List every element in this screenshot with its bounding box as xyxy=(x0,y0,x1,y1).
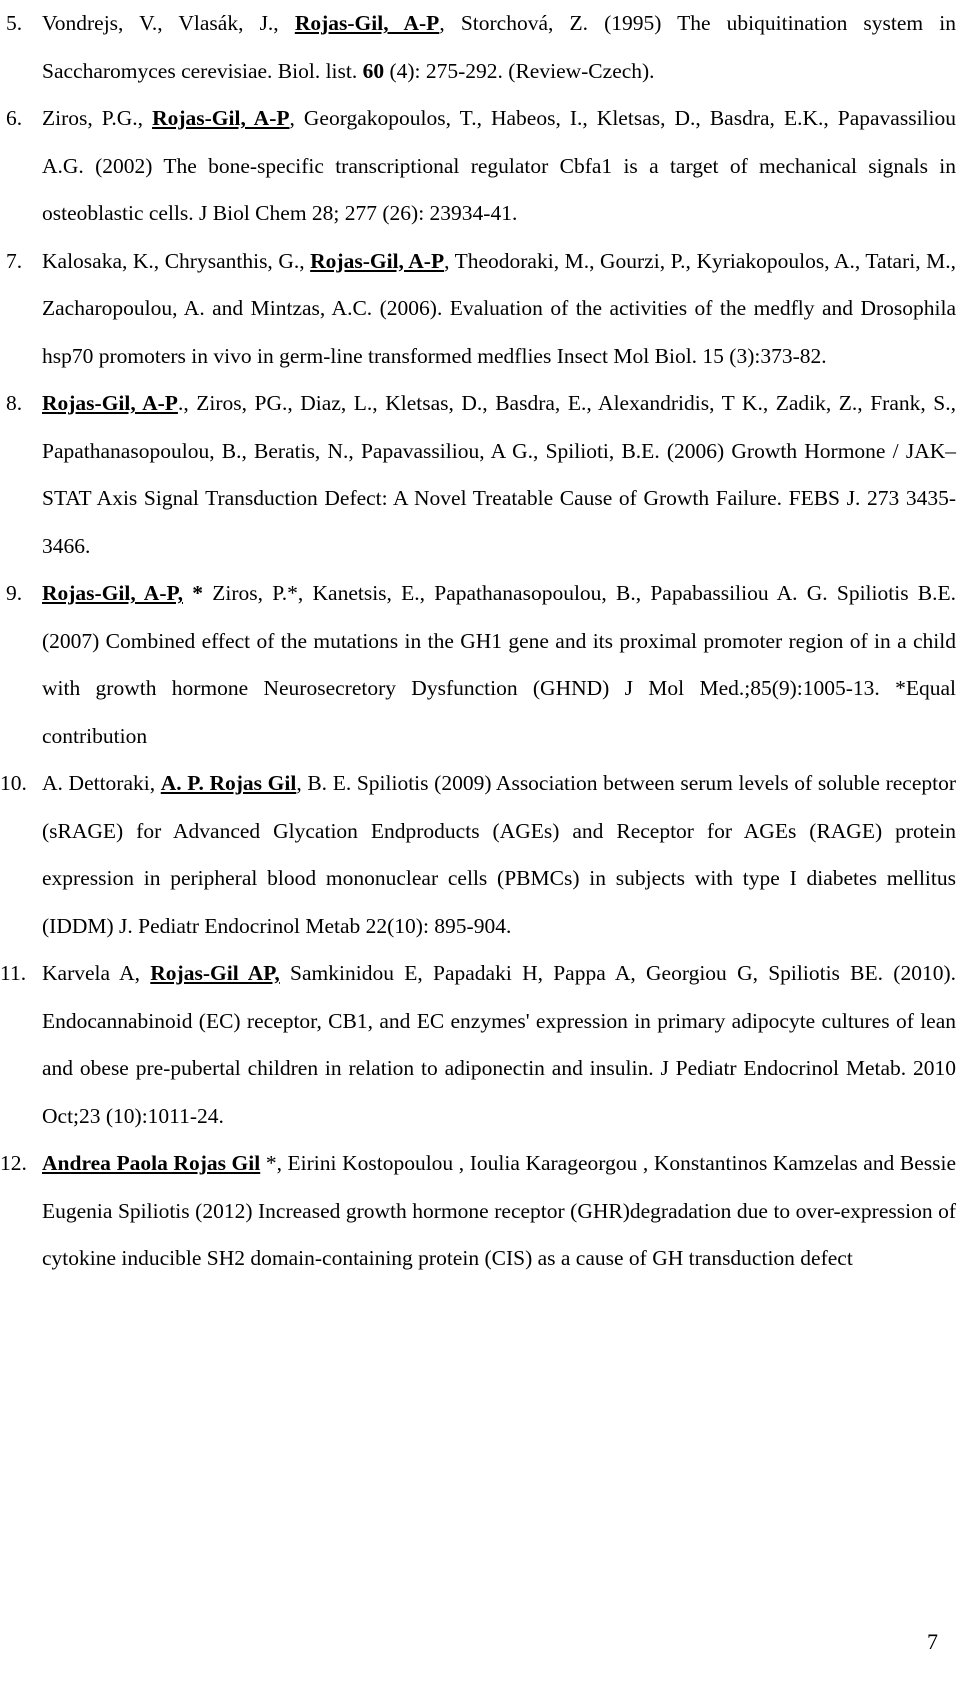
reference-text xyxy=(42,106,956,225)
citation-text: , Georgakopoulos, T., Habeos, I., Kletsas, D., Basdra, E.K., Papavassiliou A.G. (2002) The bone-specific transcriptional regulator Cbfa1 is a target of mechanical signals in osteoblastic cells. J Biol Chem 28; 277 (26): 23934-41. xyxy=(42,106,956,225)
reference-item xyxy=(6,570,956,760)
bold-text: * xyxy=(192,581,203,605)
reference-number: 7. xyxy=(6,248,23,273)
author-highlight: Andrea Paola Rojas Gil xyxy=(42,1151,261,1175)
reference-item xyxy=(6,0,956,95)
citation-text: Karvela A, xyxy=(42,961,151,985)
author-highlight: Rojas-Gil, A-P xyxy=(294,11,440,35)
reference-text xyxy=(42,581,956,748)
reference-item xyxy=(6,238,956,381)
citation-text: ., Ziros, PG., Diaz, L., Kletsas, D., Basdra, E., Alexandridis, T K., Zadik, Z., Frank, S., Papathanasopoulou, B., Beratis, N., Papavassiliou, A G., Spilioti, B.E. (2006) Growth Hormone / JAK–STAT Axis Signal Transduction Defect: A Novel Treatable Cause of Growth Failure. FEBS J. 273 3435-3466. xyxy=(42,391,956,558)
reference-number: 12. xyxy=(0,1151,27,1175)
citation-text: , B. E. Spiliotis (2009) Association between serum levels of soluble receptor (sRAGE) for Advanced Glycation Endproducts (AGEs) and Receptor for AGEs (RAGE) protein expression in peripheral blood mononuclear cells (PBMCs) in subjects with type I diabetes mellitus (IDDM) J. Pediatr Endocrinol Metab 22(10): 895-904. xyxy=(42,771,957,938)
reference-item xyxy=(0,760,957,950)
citation-text: Vondrejs, V., Vlasák, J., xyxy=(42,11,295,35)
author-highlight: Rojas-Gil, A-P, xyxy=(42,581,184,605)
reference-number: 11. xyxy=(0,961,27,985)
reference-item xyxy=(0,950,956,1140)
reference-item xyxy=(6,380,956,570)
reference-text xyxy=(42,1151,956,1270)
author-highlight: Rojas-Gil, A-P xyxy=(152,106,290,130)
reference-number: 6. xyxy=(6,106,23,130)
reference-text xyxy=(42,391,956,558)
reference-text xyxy=(42,961,956,1128)
citation-text: A. Dettoraki, xyxy=(42,771,161,795)
reference-number: 9. xyxy=(6,581,23,605)
author-highlight: Rojas-Gil, A-P xyxy=(310,248,445,273)
reference-text xyxy=(42,249,956,368)
bold-text: 60 xyxy=(362,58,385,83)
author-highlight: A. P. Rojas Gil xyxy=(160,771,297,795)
citation-text: *, Eirini Kostopoulou , Ioulia Karageorgou , Konstantinos Kamzelas and Bessie Eugenia Spiliotis (2012) Increased growth hormone receptor (GHR)degradation due to over-expression of cytokine inducible SH2 domain-containing protein (CIS) as a cause of GH transduction defect xyxy=(42,1151,957,1270)
citation-text: , Storchová, Z. (1995) The ubiquitination system in Saccharomyces cerevisiae. Biol. list. xyxy=(42,11,956,83)
reference-item xyxy=(0,1140,957,1283)
citation-text: Ziros, P.G., xyxy=(42,106,153,130)
citation-text: Kalosaka, K., Chrysanthis, G., xyxy=(42,248,311,273)
citation-text: Samkinidou E, Papadaki H, Pappa A, Georgiou G, Spiliotis BE. (2010). Endocannabinoid (EC) receptor, CB1, and EC enzymes' expression in primary adipocyte cultures of lean and obese pre-pubertal children in relation to adiponectin and insulin. J Pediatr Endocrinol Metab. 2010 Oct;23 (10):1011-24. xyxy=(42,961,956,1128)
citation-text xyxy=(183,581,192,605)
reference-number: 8. xyxy=(6,391,23,415)
reference-item xyxy=(6,95,956,238)
reference-text xyxy=(42,11,956,83)
reference-number: 5. xyxy=(6,11,23,35)
reference-text xyxy=(42,771,956,938)
citation-text: (4): 275-292. (Review-Czech). xyxy=(384,58,655,83)
citation-text: Ziros, P.*, Kanetsis, E., Papathanasopoulou, B., Papabassiliou A. G. Spiliotis B.E. (2007) Combined effect of the mutations in the GH1 gene and its proximal promoter region of in a child with growth hormone Neurosecretory Dysfunction (GHND) J Mol Med.;85(9):1005-13. *Equal contribution xyxy=(42,581,957,748)
page-number: 7 xyxy=(927,1629,938,1654)
citation-text: , Theodoraki, M., Gourzi, P., Kyriakopoulos, A., Tatari, M., Zacharopoulou, A. and Mintzas, A.C. (2006). Evaluation of the activities of the medfly and Drosophila hsp70 promoters in vivo in germ-line transformed medflies Insect Mol Biol. 15 (3):373-82. xyxy=(42,248,956,368)
author-highlight: Rojas-Gil AP, xyxy=(150,961,280,985)
reference-number: 10. xyxy=(0,771,27,795)
author-highlight: Rojas-Gil, A-P xyxy=(42,391,178,415)
